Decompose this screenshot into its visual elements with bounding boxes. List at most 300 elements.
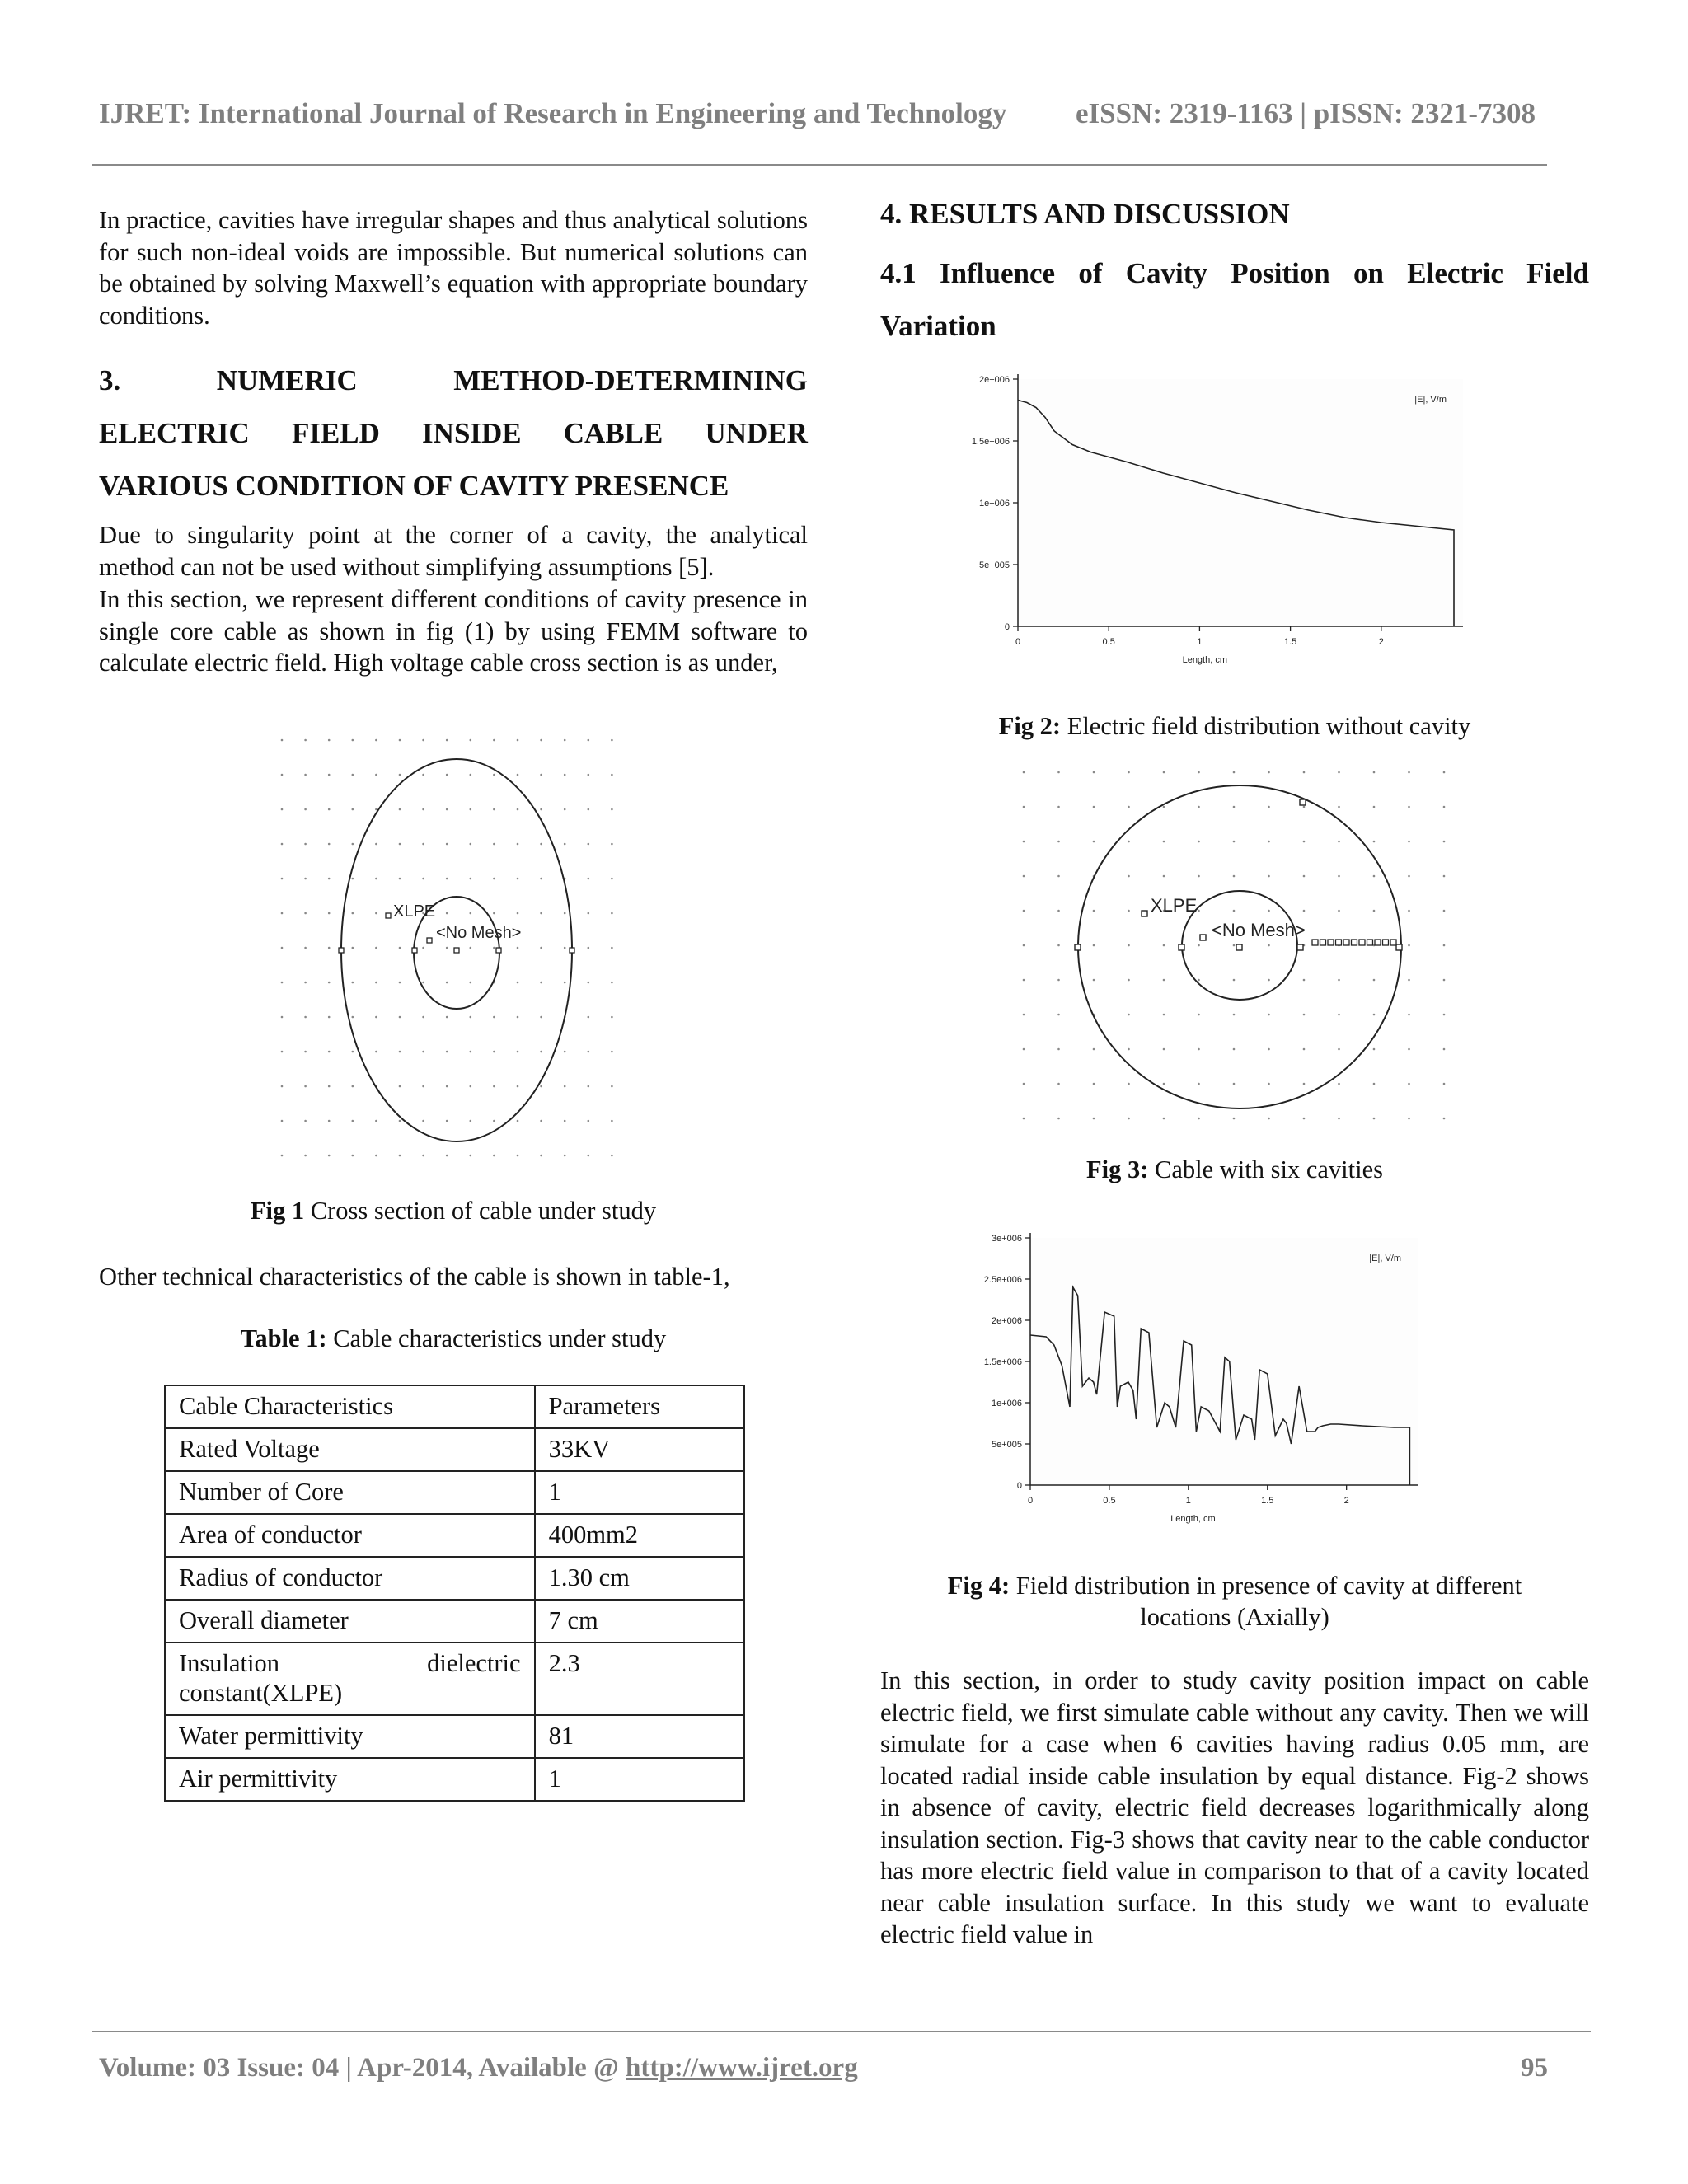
grid-dot <box>517 739 519 742</box>
grid-dot <box>611 774 613 776</box>
cavity-marker <box>1343 940 1349 945</box>
x-tick-label: 1 <box>1185 1496 1191 1506</box>
heading-word: CABLE <box>563 417 663 449</box>
node-marker <box>1396 944 1402 950</box>
grid-dot <box>1268 910 1270 912</box>
grid-dot <box>1373 1083 1376 1085</box>
grid-dot <box>1233 841 1236 843</box>
grid-dot <box>1128 910 1130 912</box>
grid-dot <box>1268 979 1270 982</box>
grid-dot <box>304 739 307 742</box>
grid-dot <box>1408 1048 1410 1051</box>
grid-dot <box>422 1085 424 1088</box>
grid-dot <box>1128 1048 1130 1051</box>
grid-dot <box>588 1155 590 1157</box>
grid-dot <box>470 843 472 846</box>
grid-dot <box>304 1085 307 1088</box>
grid-dot <box>564 774 566 776</box>
node-marker <box>1300 799 1306 805</box>
grid-dot <box>564 808 566 811</box>
grid-dot <box>304 843 307 846</box>
grid-dot <box>517 1051 519 1053</box>
heading-word: FIELD <box>291 417 380 449</box>
grid-dot <box>588 1085 590 1088</box>
grid-dot <box>1093 1118 1095 1120</box>
grid-dot <box>1023 944 1025 947</box>
grid-dot <box>1268 771 1270 774</box>
y-tick-label: 1.5e+006 <box>971 437 1010 447</box>
journal-link[interactable]: http://www.ijret.org <box>626 2053 858 2083</box>
grid-dot <box>540 1016 542 1019</box>
grid-dot <box>540 774 542 776</box>
grid-dot <box>1093 1048 1095 1051</box>
grid-dot <box>1057 910 1060 912</box>
table-cell-parameter: 400mm2 <box>535 1514 744 1557</box>
section3-heading-line2 <box>99 407 808 460</box>
x-tick-label: 2 <box>1343 1496 1349 1506</box>
table-row <box>165 1557 744 1600</box>
grid-dot <box>1268 1118 1270 1120</box>
x-tick-label: 1.5 <box>1261 1496 1274 1506</box>
node-marker <box>427 938 432 943</box>
grid-dot <box>281 843 284 846</box>
heading-word: 3. <box>99 364 121 396</box>
grid-dot <box>1233 979 1236 982</box>
grid-dot <box>540 1120 542 1122</box>
table-cell-characteristic: Number of Core <box>165 1471 535 1514</box>
grid-dot <box>375 947 377 949</box>
y-tick-label: 0 <box>1016 1481 1022 1491</box>
grid-dot <box>1373 771 1376 774</box>
table-cell-parameter: 33KV <box>535 1428 744 1471</box>
grid-dot <box>328 808 331 811</box>
grid-dot <box>1303 910 1306 912</box>
grid-dot <box>1128 1118 1130 1120</box>
node-marker <box>386 913 391 918</box>
grid-dot <box>1093 841 1095 843</box>
node-marker <box>412 948 417 953</box>
grid-dot <box>281 878 284 880</box>
table-cell-parameter: 2.3 <box>535 1643 744 1715</box>
y-tick-label: 2e+006 <box>991 1316 1022 1326</box>
cavity-markers <box>1312 940 1396 945</box>
grid-dot <box>540 808 542 811</box>
table-cell-parameter: 1.30 cm <box>535 1557 744 1600</box>
grid-dot <box>446 774 448 776</box>
grid-dot <box>1057 1014 1060 1016</box>
grid-dot <box>1443 806 1446 808</box>
grid-dot <box>493 878 495 880</box>
grid-dot <box>1443 979 1446 982</box>
table-row <box>165 1643 744 1715</box>
table-cell-characteristic: Area of conductor <box>165 1514 535 1557</box>
cavity-marker <box>1375 940 1381 945</box>
grid-dot <box>1198 1014 1200 1016</box>
grid-dot <box>352 878 354 880</box>
grid-dot <box>540 982 542 984</box>
grid-dot <box>564 1051 566 1053</box>
section3-paragraph-1: Due to singularity point at the corner of a cavity, the analytical method can not be used without simplifying assumptions [5]. <box>99 521 808 581</box>
grid-dot <box>493 774 495 776</box>
grid-dot <box>1093 771 1095 774</box>
grid-dot <box>1128 979 1130 982</box>
grid-dot <box>1198 944 1200 947</box>
grid-dot <box>375 982 377 984</box>
grid-dot <box>328 1085 331 1088</box>
plot-area <box>1018 379 1463 626</box>
grid-dot <box>517 1016 519 1019</box>
grid-dot <box>1198 1048 1200 1051</box>
grid-dot <box>1303 875 1306 878</box>
table1-caption: Table 1: Cable characteristics under study <box>240 1324 667 1352</box>
grid-dot <box>588 843 590 846</box>
grid-dot <box>1408 1014 1410 1016</box>
grid-dot <box>1163 1083 1165 1085</box>
grid-dot <box>328 774 331 776</box>
section41-heading <box>880 247 1589 353</box>
grid-dot <box>422 843 424 846</box>
node-marker <box>570 948 574 953</box>
grid-dot <box>1443 1083 1446 1085</box>
grid-dot <box>375 1155 377 1157</box>
grid-dot <box>399 982 401 984</box>
grid-dot <box>1373 979 1376 982</box>
fig3-label-no-mesh: <No Mesh> <box>1212 920 1306 940</box>
grid-dot <box>281 1016 284 1019</box>
x-tick-label: 1.5 <box>1283 637 1297 647</box>
table-cell-characteristic: Cable Characteristics <box>165 1385 535 1428</box>
grid-dot <box>304 774 307 776</box>
grid-dot <box>1338 979 1340 982</box>
grid-dot <box>611 878 613 880</box>
grid-dot <box>1268 806 1270 808</box>
grid-dot <box>304 947 307 949</box>
section3-paragraph-2: In this section, we represent different conditions of cavity presence in single core cable as shown in fig (1) by using FEMM software to calculate electric field. High voltage cable cross section is as under, <box>99 585 808 677</box>
grid-dot <box>588 1120 590 1122</box>
cavity-marker <box>1336 940 1342 945</box>
grid-dot <box>399 1120 401 1122</box>
x-axis-label: Length, cm <box>1170 1514 1216 1524</box>
node-marker <box>1236 944 1242 950</box>
grid-dot <box>611 1155 613 1157</box>
grid-dot <box>1373 841 1376 843</box>
grid-dot <box>352 1120 354 1122</box>
grid-dot <box>1163 1118 1165 1120</box>
heading-word: ELECTRIC <box>99 417 250 449</box>
grid-dot <box>517 878 519 880</box>
section3-heading <box>99 354 808 513</box>
grid-dot <box>304 1120 307 1122</box>
fig4-chart <box>964 1220 1500 1533</box>
grid-dot <box>540 1051 542 1053</box>
heading-word: Influence <box>940 257 1056 289</box>
grid-dot <box>1408 771 1410 774</box>
grid-dot <box>1373 1048 1376 1051</box>
grid-dot <box>1443 875 1446 878</box>
grid-dot <box>1198 979 1200 982</box>
grid-dot <box>1057 1118 1060 1120</box>
x-axis-label: Length, cm <box>1182 655 1228 665</box>
table-cell-characteristic: Radius of conductor <box>165 1557 535 1600</box>
page-number: 95 <box>1521 2053 1548 2083</box>
grid-dot <box>470 1155 472 1157</box>
legend-label: |E|, V/m <box>1369 1254 1401 1263</box>
grid-dot <box>1303 1014 1306 1016</box>
section41-heading-line2: Variation <box>880 310 996 342</box>
grid-dot <box>1373 910 1376 912</box>
grid-dot <box>470 1051 472 1053</box>
grid-dot <box>1023 771 1025 774</box>
grid-dot <box>1023 979 1025 982</box>
grid-dot <box>422 739 424 742</box>
heading-word: INSIDE <box>422 417 522 449</box>
y-tick-label: 2.5e+006 <box>983 1275 1022 1285</box>
grid-dot <box>1198 1118 1200 1120</box>
grid-dot <box>1338 1014 1340 1016</box>
grid-dot <box>611 1085 613 1088</box>
grid-dot <box>540 739 542 742</box>
grid-dot <box>1163 771 1165 774</box>
grid-dot <box>352 947 354 949</box>
grid-dot <box>1338 875 1340 878</box>
grid-dot <box>470 774 472 776</box>
grid-dot <box>352 739 354 742</box>
grid-dot <box>588 774 590 776</box>
grid-dot <box>1233 944 1236 947</box>
grid-dot <box>1268 841 1270 843</box>
grid-dot <box>1198 875 1200 878</box>
results-paragraph: In this section, in order to study cavity position impact on cable electric field, we first simulate cable without any cavity. Then we will simulate for a case when 6 cavities having radius 0.05 mm, are located radial inside cable insulation by equal distance. Fig-2 shows in absence of cavity, electric field decreases logarithmically along insulation section. Fig-3 shows that cavity near to the cable conductor has more electric field value in comparison to that of a cavity located near cable insulation surface. In this study we want to evaluate electric field value in <box>880 1666 1589 1948</box>
grid-dot <box>517 1155 519 1157</box>
heading-word: METHOD-DETERMINING <box>453 364 808 396</box>
grid-dot <box>1093 944 1095 947</box>
grid-dot <box>446 982 448 984</box>
node-marker <box>1200 935 1206 940</box>
grid-dot <box>493 1016 495 1019</box>
grid-dot <box>1268 1048 1270 1051</box>
fig4-caption: Fig 4: Field distribution in presence of cavity at different <box>947 1572 1522 1600</box>
grid-dot <box>375 912 377 915</box>
fig1-caption: Fig 1 Cross section of cable under study <box>250 1197 657 1225</box>
table-cell-characteristic: Water permittivity <box>165 1715 535 1758</box>
grid-dot <box>1163 806 1165 808</box>
grid-dot <box>1163 1014 1165 1016</box>
table-cell-characteristic: Rated Voltage <box>165 1428 535 1471</box>
grid-dot <box>1233 806 1236 808</box>
grid-dot <box>328 1051 331 1053</box>
grid-dot <box>1443 1118 1446 1120</box>
section41-heading-line1 <box>880 247 1589 300</box>
footer-rule <box>92 2031 1591 2032</box>
fig1-label-no-mesh: <No Mesh> <box>436 924 522 942</box>
y-tick-label: 5e+005 <box>991 1440 1022 1450</box>
section4-heading: 4. RESULTS AND DISCUSSION <box>880 198 1290 230</box>
grid-dot <box>611 912 613 915</box>
grid-dot <box>352 774 354 776</box>
grid-dot <box>446 1120 448 1122</box>
grid-dot <box>422 1155 424 1157</box>
grid-dot <box>470 947 472 949</box>
grid-dot <box>1268 875 1270 878</box>
y-tick-label: 1e+006 <box>991 1399 1022 1408</box>
grid-dot <box>588 912 590 915</box>
cavity-marker <box>1390 940 1396 945</box>
node-marker <box>339 948 344 953</box>
journal-title: IJRET: International Journal of Research in Engineering and Technology <box>99 97 1007 129</box>
grid-dot <box>1128 1014 1130 1016</box>
grid-dot <box>1303 841 1306 843</box>
footer-volume-info <box>99 2053 858 2083</box>
grid-dot <box>1303 979 1306 982</box>
grid-dot <box>1057 875 1060 878</box>
grid-dot <box>375 878 377 880</box>
grid-dot <box>281 1051 284 1053</box>
issn-info: eISSN: 2319-1163 | pISSN: 2321-7308 <box>1076 97 1536 129</box>
grid-dot <box>470 912 472 915</box>
grid-dot <box>517 808 519 811</box>
grid-dot <box>352 808 354 811</box>
grid-dot <box>328 739 331 742</box>
grid-dot <box>446 1155 448 1157</box>
grid-dot <box>588 1016 590 1019</box>
grid-dot <box>399 808 401 811</box>
grid-dot <box>1128 875 1130 878</box>
header-rule <box>92 164 1547 166</box>
grid-dot <box>304 1051 307 1053</box>
grid-dot <box>517 912 519 915</box>
grid-dot <box>1057 1048 1060 1051</box>
grid-dot <box>328 947 331 949</box>
grid-dot <box>517 947 519 949</box>
grid-dot <box>611 1016 613 1019</box>
grid-dot <box>493 912 495 915</box>
grid-dot <box>493 808 495 811</box>
grid-dot <box>1023 875 1025 878</box>
grid-dot <box>493 1085 495 1088</box>
grid-dot <box>1057 979 1060 982</box>
cavity-marker <box>1367 940 1373 945</box>
grid-dot <box>611 982 613 984</box>
heading-word: Position <box>1231 257 1330 289</box>
grid-dot <box>1338 1118 1340 1120</box>
grid-dot <box>446 878 448 880</box>
grid-dot <box>1233 875 1236 878</box>
grid-dot <box>1408 806 1410 808</box>
grid-dot <box>611 1051 613 1053</box>
grid-dot <box>517 774 519 776</box>
grid-dot <box>1163 875 1165 878</box>
grid-dot <box>1023 910 1025 912</box>
grid-dot <box>1408 1118 1410 1120</box>
heading-word: Electric <box>1407 257 1503 289</box>
grid-dot <box>1338 771 1340 774</box>
grid-dot <box>422 1016 424 1019</box>
legend-label: |E|, V/m <box>1414 395 1447 405</box>
grid-dot <box>422 774 424 776</box>
grid-dot <box>470 878 472 880</box>
grid-dot <box>399 878 401 880</box>
x-tick-label: 0.5 <box>1102 637 1115 647</box>
y-tick-label: 2e+006 <box>978 375 1010 385</box>
grid-dot <box>493 947 495 949</box>
x-tick-label: 1 <box>1197 637 1203 647</box>
grid-dot <box>1408 841 1410 843</box>
grid-dot <box>1233 1083 1236 1085</box>
grid-dot <box>517 982 519 984</box>
grid-dot <box>564 1085 566 1088</box>
table-cell-parameter: 81 <box>535 1715 744 1758</box>
fig2-chart <box>956 363 1500 676</box>
grid-dot <box>1338 910 1340 912</box>
grid-dot <box>281 739 284 742</box>
grid-dot <box>1443 1014 1446 1016</box>
grid-dot <box>588 982 590 984</box>
grid-dot <box>564 843 566 846</box>
grid-dot <box>328 878 331 880</box>
grid-dot <box>1303 1083 1306 1085</box>
grid-dot <box>399 1016 401 1019</box>
grid-dot <box>375 808 377 811</box>
y-tick-label: 0 <box>1004 622 1010 632</box>
fig3-label-xlpe: XLPE <box>1151 895 1198 916</box>
node-marker <box>1075 944 1081 950</box>
table-row <box>165 1514 744 1557</box>
grid-dot <box>588 878 590 880</box>
grid-dot <box>375 739 377 742</box>
grid-dot <box>1408 1083 1410 1085</box>
table-cell-parameter: 1 <box>535 1758 744 1801</box>
grid-dot <box>1057 806 1060 808</box>
grid-dot <box>1233 1014 1236 1016</box>
grid-dot <box>399 739 401 742</box>
grid-dot <box>352 982 354 984</box>
grid-dot <box>540 1085 542 1088</box>
grid-dot <box>328 1120 331 1122</box>
grid-dot <box>470 982 472 984</box>
grid-dot <box>1163 841 1165 843</box>
section3-heading-line3: VARIOUS CONDITION OF CAVITY PRESENCE <box>99 470 729 502</box>
grid-dot <box>1303 1118 1306 1120</box>
grid-dot <box>564 739 566 742</box>
grid-dot <box>422 808 424 811</box>
grid-dot <box>1233 771 1236 774</box>
grid-dot <box>1023 1014 1025 1016</box>
x-tick-label: 0 <box>1027 1496 1034 1506</box>
grid-dot <box>1373 806 1376 808</box>
table-cell-characteristic: Insulation dielectric constant(XLPE) <box>165 1643 535 1715</box>
heading-word: UNDER <box>705 417 808 449</box>
y-tick-label: 1e+006 <box>978 499 1010 509</box>
table-cell-parameter: 7 cm <box>535 1600 744 1643</box>
fig3-cable-with-cavities <box>1014 762 1475 1133</box>
grid-dot <box>399 1085 401 1088</box>
y-tick-label: 5e+005 <box>978 560 1010 570</box>
grid-dot <box>304 1016 307 1019</box>
grid-dot <box>422 982 424 984</box>
heading-word: Cavity <box>1125 257 1207 289</box>
grid-dot <box>375 774 377 776</box>
x-tick-label: 0.5 <box>1103 1496 1116 1506</box>
grid-dot <box>1128 841 1130 843</box>
table-row <box>165 1471 744 1514</box>
heading-word: 4.1 <box>880 257 917 289</box>
grid-dot <box>611 947 613 949</box>
grid-dot <box>1408 875 1410 878</box>
grid-dot <box>328 982 331 984</box>
grid-dot <box>281 947 284 949</box>
grid-dot <box>1408 910 1410 912</box>
x-tick-label: 0 <box>1015 637 1021 647</box>
